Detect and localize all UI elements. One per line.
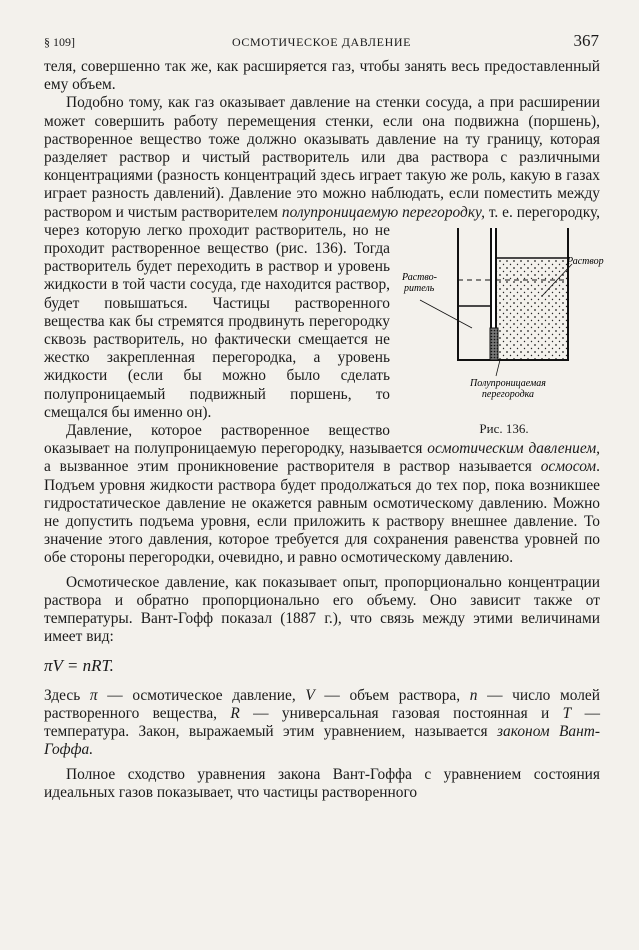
svg-text:ритель: ритель bbox=[404, 282, 435, 294]
section-number: § 109] bbox=[44, 35, 75, 49]
term-semipermeable-membrane: полупроницаемую перегородку, bbox=[281, 203, 485, 221]
paragraph-ideal-gas-comparison: Полное сходство уравнения закона Вант-Гоффа с уравнением состояния идеальных газов показывает, что частицы растворенного bbox=[44, 765, 600, 801]
label-membrane: Полупроницаемая bbox=[470, 377, 546, 389]
solvent-leader-line bbox=[420, 300, 472, 328]
term-osmotic-pressure: осмотическим давлением, bbox=[427, 440, 600, 458]
chapter-title: ОСМОТИЧЕСКОЕ ДАВЛЕНИЕ bbox=[231, 35, 412, 49]
paragraph-pressure bbox=[44, 94, 604, 436]
paragraph-pressure-text: Подобно тому, как газ оказывает давление на стенки сосуда, а при расширении может совершить работу перемещения стенки, если она подвижна (поршень), растворенное вещество тоже должно оказывать давление на ту границу, которая разделяет раствор и чистый растворитель или два раствора с различными концентрациями (разность концентраций здесь играет такую же роль, какую в газах играет разность давлений). Давление это можно наблюдать, если поместить между раствором и чистым растворителем bbox=[44, 94, 600, 221]
term-osmosis: осмосом bbox=[540, 458, 597, 476]
osmosis-vessel-diagram bbox=[400, 224, 608, 420]
svg-text:перегородка: перегородка bbox=[481, 388, 535, 400]
vant-hoff-formula: πV = nRT. bbox=[44, 655, 114, 675]
paragraph-vant-hoff-intro: Осмотическое давление, как показывает опыт, пропорционально концентрации раствора и обратно пропорционально его объему. Оно зависит также от температуры. Вант-Гофф показал (1887 г.), что связь между этими величинами имеет вид: bbox=[44, 573, 600, 646]
semipermeable-membrane bbox=[490, 328, 498, 360]
membrane-leader-line bbox=[496, 360, 500, 376]
figure-136 bbox=[400, 224, 608, 438]
label-solution: Раствор bbox=[567, 255, 604, 267]
page-number: 367 bbox=[573, 31, 599, 50]
label-solvent: Раство- bbox=[402, 271, 437, 283]
running-header bbox=[44, 31, 599, 53]
paragraph-continuation: теля, совершенно так же, как расширяется газ, чтобы занять весь предоставленный ему объем. bbox=[44, 58, 600, 94]
body-text bbox=[44, 58, 604, 802]
paragraph-formula-explanation: Здесь π — осмотическое давление, V — объем раствора, n — число молей растворенного вещества, R — универсальная газовая постоянная и T — температура. Закон, выражаемый этим уравнением, называется законом Вант-Гоффа. bbox=[44, 686, 600, 759]
figure-caption: Рис. 136. bbox=[479, 420, 529, 436]
paragraph-pressure-continued: т. е. перегородку, через которую легко проходит растворитель, но не проходит растворенное вещество (рис. 136). Тогда растворитель будет переходить в раствор и уровень жидкости в той части сосуда, где находится раствор, будет повышаться. Частицы растворенного вещества как бы стремятся продвинуть перегородку сквозь растворитель, но фактически смещается не жестко закрепленная перегородка, а уровень жидкости (если бы можно было сделать полупроницаемый подвижный поршень, то смещался бы именно он). bbox=[44, 203, 600, 421]
term-vant-hoff-law: законом Вант-Гоффа. bbox=[44, 723, 600, 759]
paragraph-osmotic-definition: Давление, которое растворенное вещество оказывает на полупроницаемую перегородку, называется осмотическим давлением, а вызванное этим проникновение растворителя в раствор называется осмосом. Подъем уровня жидкости раствора будет продолжаться до тех пор, пока возникшее гидростатическое давление не окажется равным осмотическому давлению. Можно не допустить подъема уровня, если приложить к раствору внешнее давление. То значение этого давления, которое требуется для сохранения равенства уровней по обе стороны перегородки, очевидно, и равно осмотическому давлению. bbox=[44, 422, 600, 567]
solution-liquid bbox=[490, 258, 568, 360]
